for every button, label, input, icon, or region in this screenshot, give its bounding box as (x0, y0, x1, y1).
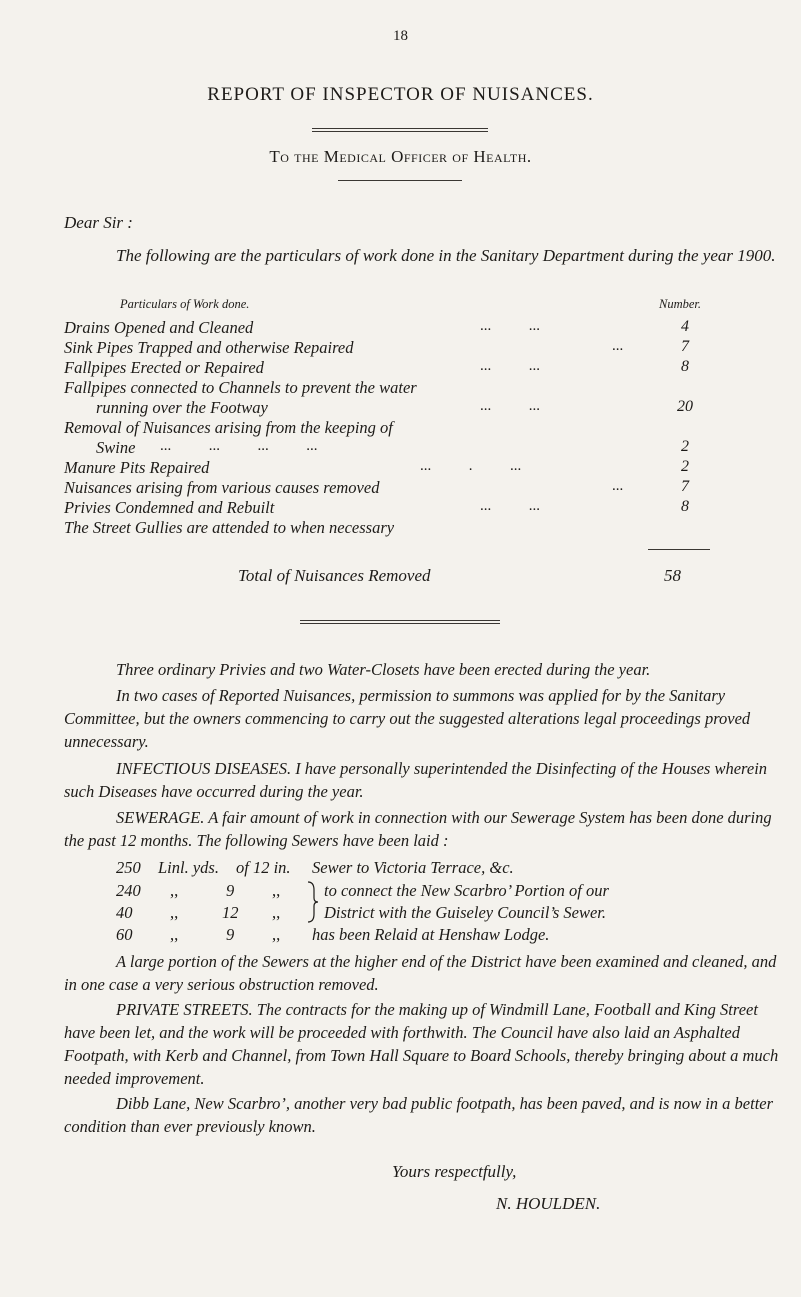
table-row-number: 7 (681, 478, 689, 495)
addressee-rule (338, 180, 462, 181)
addressee: To the Medical Officer of Health. (269, 147, 532, 166)
sewers-examined-paragraph: A large portion of the Sewers at the higher end of the District have been examined and cleaned, and in one case a very serious obstruction removed. (64, 952, 777, 994)
table-row-number: 2 (681, 458, 689, 475)
table-row-label: Fallpipes Erected or Repaired (64, 358, 264, 377)
table-row-label: Drains Opened and Cleaned (64, 318, 254, 337)
sewer-unit: ,, (170, 881, 179, 900)
sewer-unit: ,, (272, 881, 281, 900)
brace (304, 880, 320, 924)
privies-paragraph: Three ordinary Privies and two Water-Closets have been erected during the year. (116, 660, 651, 679)
leader-dots: ... ... ... ... (160, 438, 318, 454)
reported-nuisances-paragraph: In two cases of Reported Nuisances, permission to summons was applied for by the Sanitary Committee, but the owners commencing to carry out the suggested alterations legal proceedings proved unnecessary. (64, 686, 751, 751)
leader-dots: ... ... (480, 358, 540, 374)
greeting: Dear Sir : (64, 213, 133, 232)
table-row-number: 2 (681, 438, 689, 455)
total-rule (648, 549, 710, 550)
sewer-length: 60 (116, 925, 133, 944)
table-row-number: 20 (677, 398, 693, 415)
sewer-size: 9 (226, 881, 235, 900)
table-row-label-cont: Swine (96, 438, 136, 457)
sewer-unit: ,, (170, 925, 179, 944)
table-row-label: Manure Pits Repaired (64, 458, 210, 477)
intro-paragraph: The following are the particulars of work done in the Sanitary Department during the year 1900. (116, 246, 776, 265)
leader-dots: ... (612, 478, 624, 494)
leader-dots: ... ... (480, 318, 540, 334)
sewer-length: 240 (116, 881, 141, 900)
title-rule-2 (312, 131, 488, 132)
table-row-number: 8 (681, 498, 689, 515)
sewer-unit: ,, (170, 903, 179, 922)
title-rule (312, 128, 488, 129)
table-row-label-cont: running over the Footway (96, 398, 268, 417)
sewer-length: 250 (116, 858, 141, 877)
infectious-diseases-paragraph: INFECTIOUS DISEASES. I have personally superintended the Disinfecting of the Houses wherein such Diseases have occurred during the year. (64, 759, 768, 801)
table-row-label: Privies Condemned and Rebuilt (64, 498, 275, 517)
total-label: Total of Nuisances Removed (238, 566, 431, 585)
leader-dots: ... (612, 338, 624, 354)
sewer-unit: Linl. yds. (158, 858, 219, 877)
table-row-label: Nuisances arising from various causes removed (64, 478, 380, 497)
table-row-label: Fallpipes connected to Channels to prevent the water (64, 378, 417, 397)
sewer-description: to connect the New Scarbro’ Portion of our (324, 881, 609, 900)
column-header-number: Number. (659, 297, 702, 311)
report-title: REPORT OF INSPECTOR OF NUISANCES. (207, 84, 594, 105)
section-rule (300, 620, 500, 621)
sewer-unit: ,, (272, 903, 281, 922)
sewerage-paragraph: SEWERAGE. A fair amount of work in connection with our Sewerage System has been done during the past 12 months. The following Sewers have been laid : (64, 808, 772, 850)
sewer-size: 12 (222, 903, 239, 922)
total-value: 58 (664, 566, 681, 585)
table-row-label: The Street Gullies are attended to when necessary (64, 518, 395, 537)
leader-dots: ... . ... (420, 458, 522, 474)
column-header-particulars: Particulars of Work done. (120, 297, 250, 311)
sewer-description: has been Relaid at Henshaw Lodge. (312, 925, 550, 944)
table-row-number: 7 (681, 338, 689, 355)
private-streets-paragraph: PRIVATE STREETS. The contracts for the making up of Windmill Lane, Football and King Street have been let, and the work will be proceeded with forthwith. The Council have also laid an Asphalted Footpath, with Kerb and Channel, from Town Hall Square to Board Schools, thereby bringing about a much needed improvement. (64, 1000, 779, 1088)
leader-dots: ... ... (480, 498, 540, 514)
signature: N. HOULDEN. (496, 1194, 601, 1213)
table-row-label: Sink Pipes Trapped and otherwise Repaired (64, 338, 354, 357)
sewer-size: 9 (226, 925, 235, 944)
sewer-unit: ,, (272, 925, 281, 944)
sewer-size: of 12 in. (236, 858, 291, 877)
sewer-length: 40 (116, 903, 133, 922)
page-number: 18 (393, 28, 408, 44)
sewer-description: District with the Guiseley Council’s Sewer. (324, 903, 607, 922)
leader-dots: ... ... (480, 398, 540, 414)
table-row-number: 8 (681, 358, 689, 375)
table-row-label: Removal of Nuisances arising from the keeping of (64, 418, 393, 437)
closing: Yours respectfully, (392, 1162, 517, 1181)
section-rule-2 (300, 623, 500, 624)
sewer-description: Sewer to Victoria Terrace, &c. (312, 858, 514, 877)
dibb-lane-paragraph: Dibb Lane, New Scarbro’, another very bad public footpath, has been paved, and is now in a better condition than ever previously known. (64, 1094, 774, 1136)
table-row-number: 4 (681, 318, 689, 335)
